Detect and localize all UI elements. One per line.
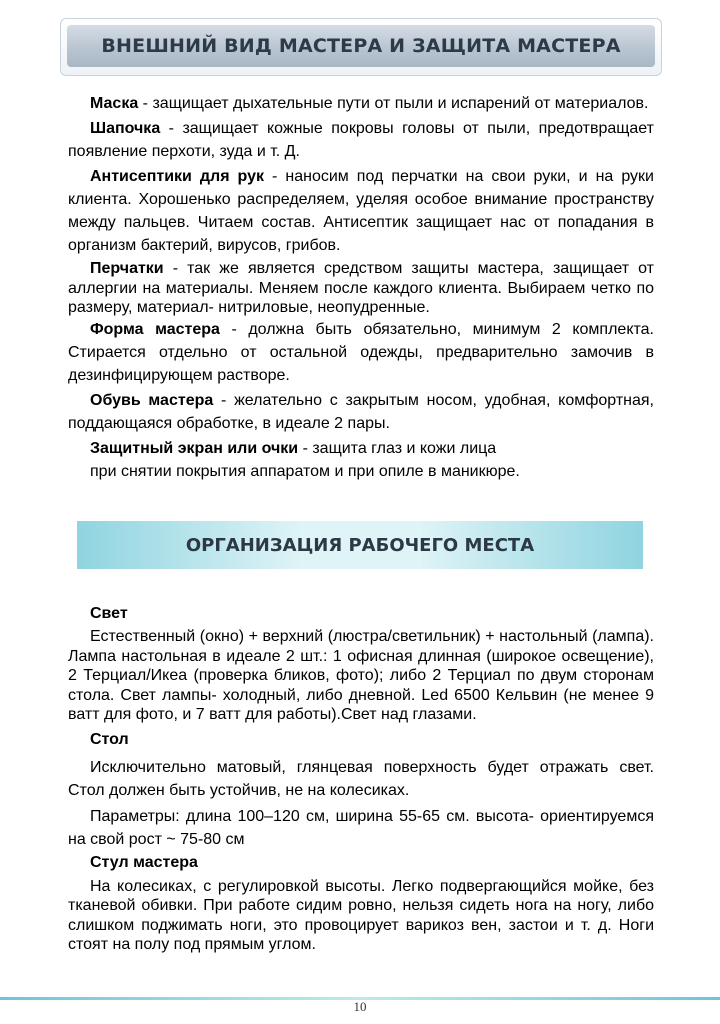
- page-title-plate: [67, 25, 655, 67]
- workplace-section: [68, 602, 654, 955]
- page-title: ВНЕШНИЙ ВИД МАСТЕРА И ЗАЩИТА МАСТЕРА: [101, 35, 621, 57]
- chair-text: На колесиках, с регулировкой высоты. Легко подвергающийся мойке, без тканевой обивки. При работе сидим ровно, нельзя сидеть нога на ногу, либо слишком поджимать ноги, это провоцирует варикоз вен, застои и т. д. Ноги стоят на полу под прямым углом.: [68, 877, 654, 953]
- item-label: Форма мастера: [90, 320, 220, 338]
- section-title: ОРГАНИЗАЦИЯ РАБОЧЕГО МЕСТА: [185, 534, 535, 556]
- item-label: Перчатки: [90, 260, 164, 277]
- item-mask: [68, 92, 654, 115]
- section-title-bar: [77, 521, 643, 569]
- item-uniform: [68, 318, 654, 387]
- item-label: Маска: [90, 95, 139, 112]
- item-text: - защищает кожные покровы головы от пыли, предотвращает появление перхоти, зуда и т. Д.: [68, 120, 654, 160]
- item-label: Обувь мастера: [90, 391, 214, 409]
- table-heading: Стол: [90, 730, 129, 748]
- item-shoes: [68, 389, 654, 435]
- item-label: Антисептики для рук: [90, 168, 265, 185]
- item-text: - наносим под перчатки на свои руки, и на руки клиента. Хорошенько распределяем, уделяя особое внимание пространству между пальцев. Читаем состав. Антисептик защищает нас от попадания в организм бактерий, вирусов, грибов.: [68, 168, 654, 254]
- protection-section: [68, 92, 654, 483]
- page-title-box: [60, 18, 662, 76]
- item-label: Шапочка: [90, 120, 161, 137]
- page-number: 10: [353, 999, 367, 1014]
- light-heading: Свет: [90, 605, 128, 622]
- item-gloves: [68, 259, 654, 318]
- light-text: Естественный (окно) + верхний (люстра/светильник) + настольный (лампа). Лампа настольная в идеале 2 шт.: 1 офисная длинная (широкое освещение), 2 Терциал/Икеа (проверка бликов, фото); либо 2 Терциал по двум сторонам стола. Свет лампы- холодный, либо дневной. Led 6500 Кельвин (не менее 9 ватт для фото, и 7 ватт для работы).Свет над глазами.: [68, 628, 654, 723]
- item-label: Защитный экран или очки: [90, 439, 299, 457]
- item-text: - желательно с закрытым носом, удобная, комфортная, поддающаяся обработке, в идеале 2 пары.: [68, 391, 654, 432]
- item-text: - защита глаз и кожи лица: [298, 439, 497, 457]
- table-text: Исключительно матовый, глянцевая поверхность будет отражать свет. Стол должен быть устойчив, не на колесиках.: [68, 758, 654, 799]
- item-cap: [68, 117, 654, 163]
- item-face-shield: [68, 437, 654, 460]
- item-antiseptic: [68, 165, 654, 257]
- item-text: - так же является средством защиты мастера, защищает от аллергии на материалы. Меняем после каждого клиента. Выбираем четко по размеру, материал- нитриловые, неопудренные.: [68, 260, 654, 316]
- item-text: - должна быть обязательно, минимум 2 комплекта. Стирается отдельно от остальной одежды, предварительно замочив в дезинфицирующем растворе.: [68, 320, 654, 384]
- params-text: Параметры: длина 100–120 см, ширина 55-65 см. высота- ориентируемся на свой рост ~ 75-80 см: [68, 807, 654, 848]
- chair-heading: Стул мастера: [90, 853, 198, 871]
- item-text: - защищает дыхательные пути от пыли и испарений от материалов.: [138, 95, 649, 112]
- item-face-shield-continued: при снятии покрытия аппаратом и при опиле в маникюре.: [90, 462, 520, 480]
